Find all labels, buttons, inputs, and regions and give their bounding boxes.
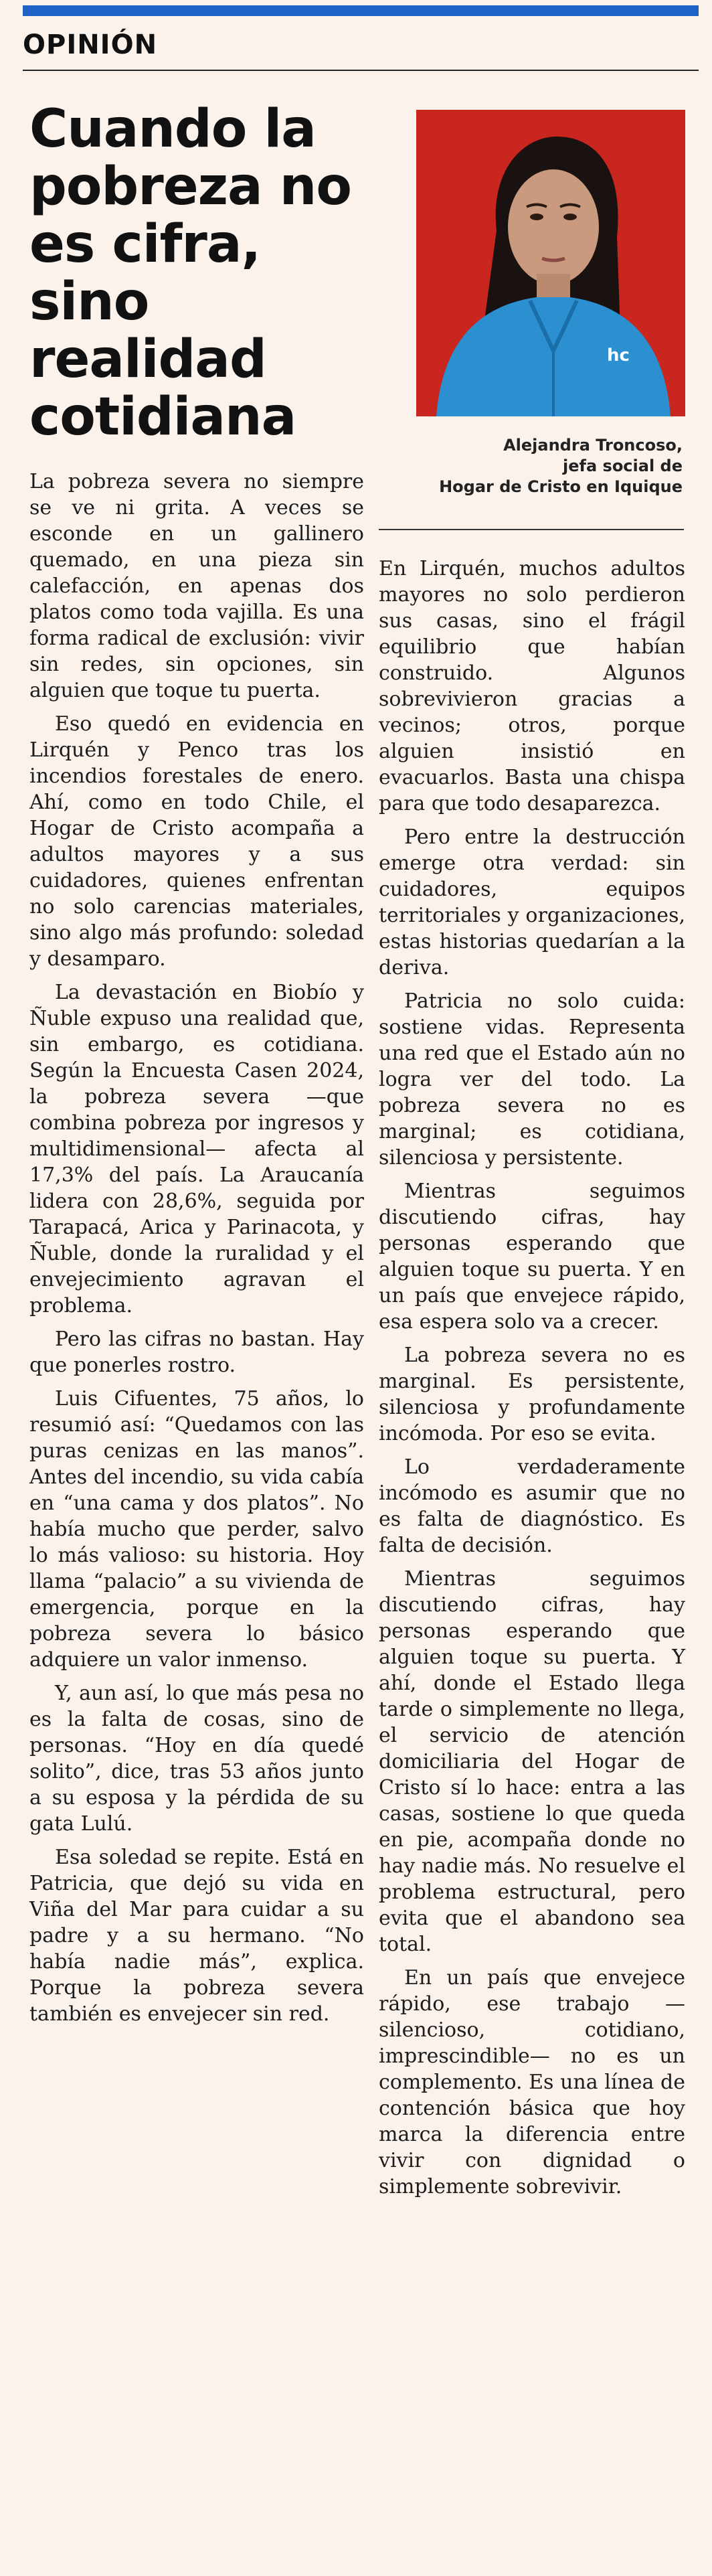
article-title: Cuando la pobreza no es cifra, sino realidad cotidiana [29,99,351,447]
paragraph: Esa soledad se repite. Está en Patricia, que dejó su vida en Viña del Mar para cuidar a su padre y a su hermano. “No había nadie más”, explica. Porque la pobreza severa también es envejecer sin red. [29,1846,364,2026]
paragraph: La pobreza severa no siempre se ve ni grita. A veces se esconde en un gallinero quemado, en una pieza sin calefacción, en apenas dos platos como toda vajilla. Es una forma radical de exclusión: vivir sin redes, sin opciones, sin alguien que toque tu puerta. [29,470,364,702]
section-label: OPINIÓN [23,29,158,60]
paragraph: Eso quedó en evidencia en Lirquén y Penco tras los incendios forestales de enero. Ahí, como en todo Chile, el Hogar de Cristo acompaña a adultos mayores y a sus cuidadores, quienes enfrentan no solo carencias materiales, sino algo más profundo: soledad y desamparo. [29,712,364,971]
paragraph: La pobreza severa no es marginal. Es persistente, silenciosa y profundamente incómoda. Por eso se evita. [379,1344,685,1445]
paragraph: Luis Cifuentes, 75 años, lo resumió así: “Quedamos con las puras cenizas en las manos”. Antes del incendio, su vida cabía en “una cama y dos platos”. No había mucho que perder, salvo lo más valioso: su historia. Hoy llama “palacio” a su vivienda de emergencia, porque en la pobreza severa lo básico adquiere un valor inmenso. [29,1387,364,1672]
section-color-bar [23,5,699,16]
paragraph: Lo verdaderamente incómodo es asumir que no es falta de diagnóstico. Es falta de decisión. [379,1455,685,1557]
author-caption [402,435,683,497]
article-column-right [379,556,685,2207]
author-organization: Hogar de Cristo en Iquique [439,477,683,496]
author-portrait-image [416,110,685,416]
caption-divider [379,529,684,530]
paragraph: La devastación en Biobío y Ñuble expuso una realidad que, sin embargo, es cotidiana. Según la Encuesta Casen 2024, la pobreza severa —que combina pobreza por ingresos y multidimensional— afecta al 17,3% del país. La Araucanía lidera con 28,6%, seguida por Tarapacá, Arica y Parinacota, y Ñuble, donde la ruralidad y el envejecimiento agravan el problema. [29,981,364,1317]
author-role: jefa social de [563,457,683,475]
section-divider [23,70,699,71]
article-column-left [29,469,364,2034]
paragraph: Mientras seguimos discutiendo cifras, hay personas esperando que alguien toque su puerta. Y ahí, donde el Estado llega tarde o simplemente no llega, el servicio de atención domiciliaria del Hogar de Cristo sí lo hace: entra a las casas, sostiene lo que queda en pie, acompaña donde no hay nadie más. No resuelve el problema estructural, pero evita que el abandono sea total. [379,1567,685,1956]
paragraph: En Lirquén, muchos adultos mayores no solo perdieron sus casas, sino el frágil equilibrio que habían construido. Algunos sobrevivieron gracias a vecinos; otros, porque alguien insistió en evacuarlos. Basta una chispa para que todo desaparezca. [379,557,685,815]
paragraph: Pero entre la destrucción emerge otra verdad: sin cuidadores, equipos territoriales y organizaciones, estas historias quedarían a la deriva. [379,825,685,979]
paragraph: Mientras seguimos discutiendo cifras, hay personas esperando que alguien toque su puerta. Y en un país que envejece rápido, esa espera solo va a crecer. [379,1180,685,1334]
paragraph: Patricia no solo cuida: sostiene vidas. Representa una red que el Estado aún no logra ver del todo. La pobreza severa no es marginal; es cotidiana, silenciosa y persistente. [379,989,685,1170]
jacket-logo: hc [607,345,630,366]
author-photo [416,110,685,416]
paragraph: Y, aun así, lo que más pesa no es la falta de cosas, sino de personas. “Hoy en día quedé solito”, dice, tras 53 años junto a su esposa y la pérdida de su gata Lulú. [29,1682,364,1836]
paragraph: En un país que envejece rápido, ese trabajo —silencioso, cotidiano, imprescindible— no es un complemento. Es una línea de contención básica que hoy marca la diferencia entre vivir con dignidad o simplemente sobrevivir. [379,1966,685,2198]
author-name: Alejandra Troncoso, [503,436,683,455]
paragraph: Pero las cifras no bastan. Hay que ponerles rostro. [29,1327,364,1377]
